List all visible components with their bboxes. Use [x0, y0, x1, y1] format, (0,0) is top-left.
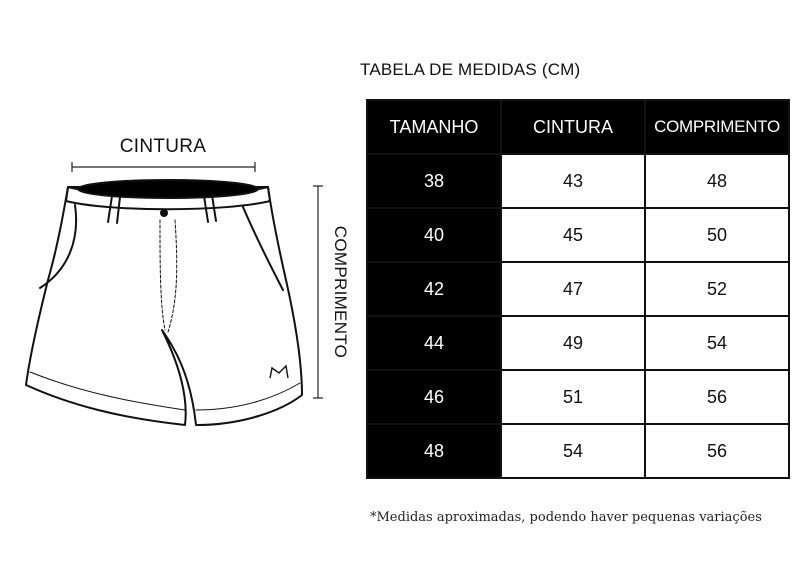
- size-cell: 46: [367, 370, 501, 424]
- table-row: [367, 154, 789, 208]
- table-row: [367, 424, 789, 478]
- shorts-illustration: [0, 0, 360, 566]
- length-cell: 52: [645, 262, 789, 316]
- waist-cell: 49: [501, 316, 645, 370]
- footnote: *Medidas aproximadas, podendo haver pequenas variações: [370, 510, 762, 525]
- size-cell: 48: [367, 424, 501, 478]
- header-waist: CINTURA: [501, 100, 645, 154]
- length-cell: 56: [645, 424, 789, 478]
- waist-cell: 51: [501, 370, 645, 424]
- size-cell: 38: [367, 154, 501, 208]
- length-label: COMPRIMENTO: [331, 225, 350, 359]
- table-title: TABELA DE MEDIDAS (CM): [360, 60, 581, 79]
- size-cell: 40: [367, 208, 501, 262]
- waistband-inner: [78, 180, 258, 198]
- length-cell: 54: [645, 316, 789, 370]
- waist-cell: 45: [501, 208, 645, 262]
- table-row: [367, 370, 789, 424]
- brand-logo-icon: [270, 366, 288, 378]
- belt-loop-left: [108, 196, 120, 223]
- button-icon: [160, 209, 168, 217]
- left-pocket: [40, 205, 76, 288]
- size-table: [366, 99, 790, 479]
- shorts-outline: [26, 187, 302, 425]
- size-cell: 44: [367, 316, 501, 370]
- fly-stitch: [160, 220, 177, 332]
- header-size: TAMANHO: [367, 100, 501, 154]
- table-header-row: [367, 100, 789, 154]
- table-row: [367, 316, 789, 370]
- left-hem: [30, 372, 185, 410]
- waist-cell: 43: [501, 154, 645, 208]
- header-length: COMPRIMENTO: [645, 100, 789, 154]
- table-row: [367, 262, 789, 316]
- shorts-drawing: [0, 0, 360, 566]
- waist-label: CINTURA: [119, 136, 207, 157]
- waist-cell: 54: [501, 424, 645, 478]
- size-cell: 42: [367, 262, 501, 316]
- waist-cell: 47: [501, 262, 645, 316]
- right-pocket: [243, 207, 283, 290]
- length-measure-line: [313, 186, 323, 398]
- length-cell: 50: [645, 208, 789, 262]
- waist-measure-line: [72, 162, 255, 172]
- table-row: [367, 208, 789, 262]
- length-cell: 48: [645, 154, 789, 208]
- length-cell: 56: [645, 370, 789, 424]
